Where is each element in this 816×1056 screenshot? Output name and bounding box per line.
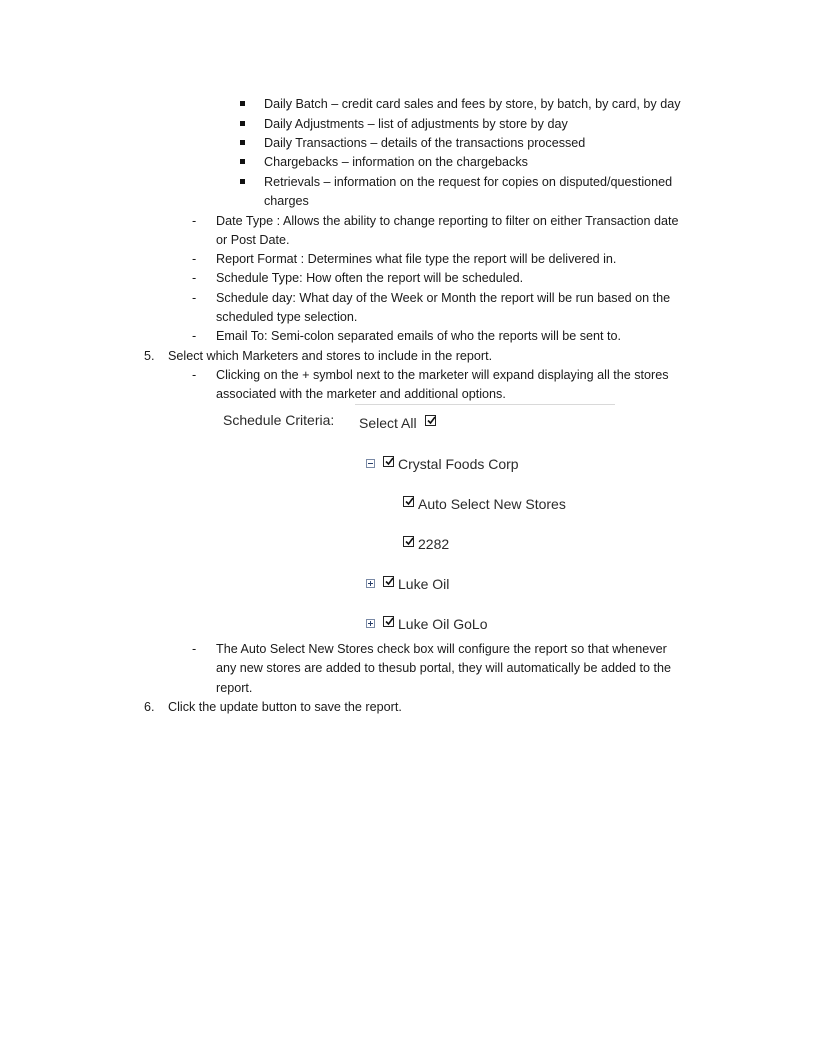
auto-select-checkbox[interactable] <box>403 496 414 507</box>
expand-icon[interactable] <box>366 619 375 628</box>
tree-node-crystal-foods: Crystal Foods Corp <box>398 456 519 472</box>
dash-marker: - <box>192 252 197 266</box>
bullet-square <box>240 101 245 106</box>
bullet-square <box>240 179 245 184</box>
list-item: Chargebacks – information on the chargebacks <box>264 155 528 169</box>
step-number: 5. <box>144 349 155 363</box>
list-item: Daily Batch – credit card sales and fees by store, by batch, by card, by day <box>264 97 681 111</box>
luke-oil-checkbox[interactable] <box>383 576 394 587</box>
option-email-to: Email To: Semi-colon separated emails of who the reports will be sent to. <box>216 329 622 343</box>
tree-node-auto-select: Auto Select New Stores <box>418 496 566 512</box>
divider <box>355 404 615 405</box>
dash-marker: - <box>192 368 197 382</box>
dash-marker: - <box>192 214 197 228</box>
checkmark-icon <box>384 576 395 587</box>
tree-node-luke-oil-golo: Luke Oil GoLo <box>398 616 488 632</box>
bullet-square <box>240 159 245 164</box>
schedule-criteria-label: Schedule Criteria: <box>223 412 335 428</box>
note-text: The Auto Select New Stores check box will configure the report so that whenever <box>216 642 667 656</box>
checkmark-icon <box>384 616 395 627</box>
list-item: Daily Adjustments – list of adjustments by store by day <box>264 117 568 131</box>
select-all-checkbox[interactable] <box>425 415 436 426</box>
collapse-icon[interactable] <box>366 459 375 468</box>
bullet-square <box>240 140 245 145</box>
note-text-cont: report. <box>216 681 253 695</box>
dash-marker: - <box>192 642 197 656</box>
option-schedule-day: Schedule day: What day of the Week or Month the report will be run based on the <box>216 291 671 305</box>
dash-marker: - <box>192 271 197 285</box>
option-date-type: Date Type : Allows the ability to change reporting to filter on either Transaction date <box>216 214 679 228</box>
checkmark-icon <box>426 415 437 426</box>
step-sub-text-cont: associated with the marketer and additional options. <box>216 387 506 401</box>
list-item: Daily Transactions – details of the transactions processed <box>264 136 586 150</box>
store-2282-checkbox[interactable] <box>403 536 414 547</box>
step-number: 6. <box>144 700 155 714</box>
option-report-format: Report Format : Determines what file type the report will be delivered in. <box>216 252 617 266</box>
bullet-square <box>240 121 245 126</box>
dash-marker: - <box>192 291 197 305</box>
step-text: Select which Marketers and stores to include in the report. <box>168 349 493 363</box>
step-sub-text: Clicking on the + symbol next to the marketer will expand displaying all the stores <box>216 368 669 382</box>
option-schedule-type: Schedule Type: How often the report will be scheduled. <box>216 271 524 285</box>
option-date-type-cont: or Post Date. <box>216 233 290 247</box>
note-text-cont: any new stores are added to thesub portal, they will automatically be added to the <box>216 661 672 675</box>
checkmark-icon <box>404 496 415 507</box>
tree-node-luke-oil: Luke Oil <box>398 576 450 592</box>
step-text: Click the update button to save the report. <box>168 700 402 714</box>
checkmark-icon <box>404 536 415 547</box>
expand-icon[interactable] <box>366 579 375 588</box>
checkmark-icon <box>384 456 395 467</box>
luke-oil-golo-checkbox[interactable] <box>383 616 394 627</box>
list-item-continuation: charges <box>264 194 309 208</box>
list-item: Retrievals – information on the request for copies on disputed/questioned <box>264 175 673 189</box>
dash-marker: - <box>192 329 197 343</box>
tree-node-store-2282: 2282 <box>418 536 450 552</box>
option-schedule-day-cont: scheduled type selection. <box>216 310 358 324</box>
crystal-foods-checkbox[interactable] <box>383 456 394 467</box>
select-all-label: Select All <box>359 415 417 431</box>
